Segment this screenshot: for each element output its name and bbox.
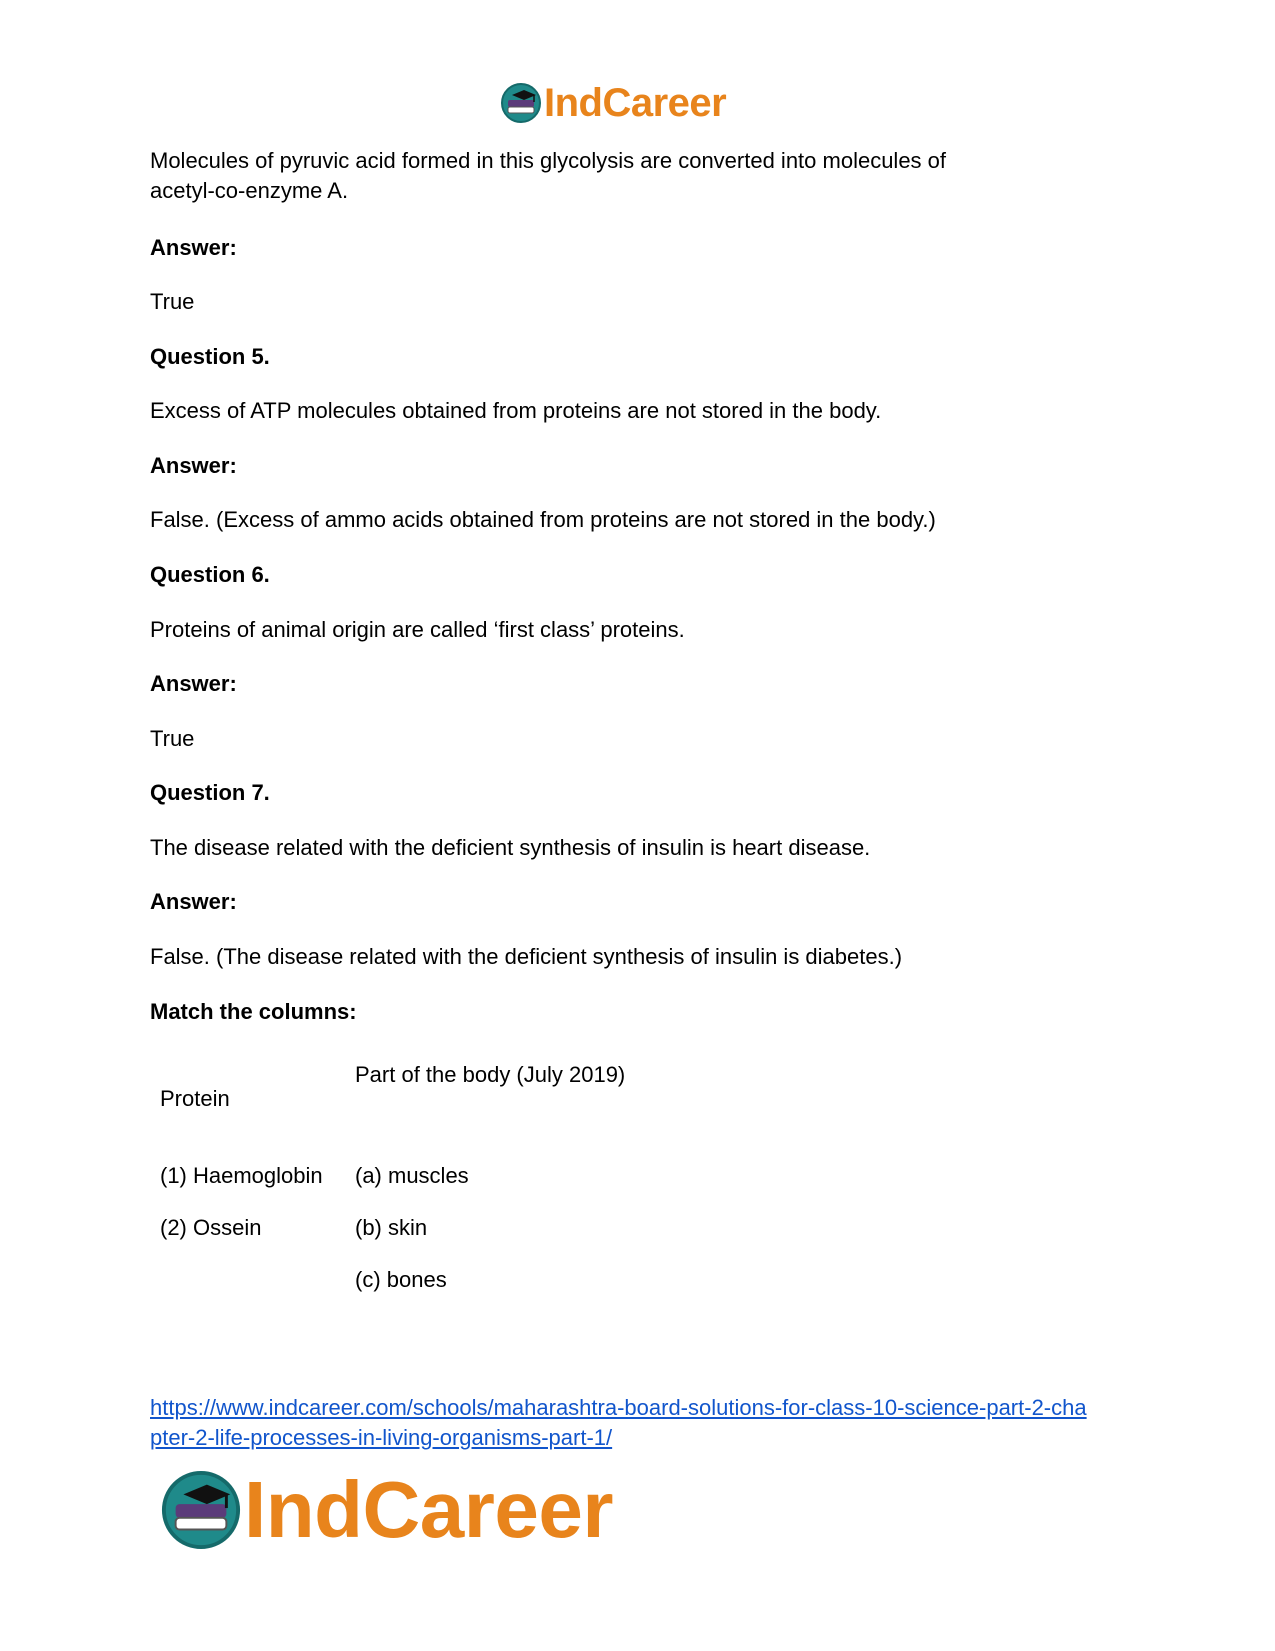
- question-7-label: Question 7.: [150, 780, 270, 805]
- answer-label: Answer:: [150, 235, 237, 260]
- question-6-text: Proteins of animal origin are called ‘first class’ proteins.: [150, 617, 685, 642]
- match-col1-item: (1) Haemoglobin: [160, 1163, 323, 1188]
- answer-label: Answer:: [150, 671, 237, 696]
- match-col1-item: (2) Ossein: [160, 1215, 262, 1240]
- answer-label: Answer:: [150, 889, 237, 914]
- question-5-label: Question 5.: [150, 344, 270, 369]
- source-url-line-1: https://www.indcareer.com/schools/maharashtra-board-solutions-for-class-10-science-part-2-cha: [150, 1395, 1087, 1420]
- graduation-book-icon: [160, 1469, 242, 1551]
- match-col2-item: (b) skin: [355, 1215, 428, 1240]
- answer-label: Answer:: [150, 453, 237, 478]
- answer-text: True: [150, 726, 195, 751]
- source-url-link[interactable]: [150, 1393, 1087, 1453]
- footer-logo: [160, 1465, 613, 1555]
- match-col2-item: (a) muscles: [355, 1163, 469, 1188]
- answer-text: True: [150, 289, 195, 314]
- graduation-book-icon: [500, 82, 542, 124]
- header-logo-text: IndCareer: [544, 80, 727, 125]
- question-5-text: Excess of ATP molecules obtained from proteins are not stored in the body.: [150, 398, 882, 423]
- source-url-line-2: pter-2-life-processes-in-living-organisms-part-1/: [150, 1425, 613, 1450]
- footer-logo-text: IndCareer: [244, 1465, 613, 1554]
- question-7-text: The disease related with the deficient synthesis of insulin is heart disease.: [150, 835, 871, 860]
- question-6-label: Question 6.: [150, 562, 270, 587]
- answer-text: False. (The disease related with the deficient synthesis of insulin is diabetes.): [150, 944, 903, 969]
- match-col1-header: Protein: [160, 1086, 230, 1111]
- match-col2-item: (c) bones: [355, 1267, 447, 1292]
- intro-line-2: acetyl-co-enzyme A.: [150, 178, 349, 203]
- header-logo: [500, 80, 726, 126]
- answer-text: False. (Excess of ammo acids obtained from proteins are not stored in the body.): [150, 507, 936, 532]
- match-col2-header: Part of the body (July 2019): [355, 1062, 626, 1087]
- intro-line-1: Molecules of pyruvic acid formed in this glycolysis are converted into molecules of: [150, 148, 947, 173]
- match-heading: Match the columns:: [150, 999, 357, 1024]
